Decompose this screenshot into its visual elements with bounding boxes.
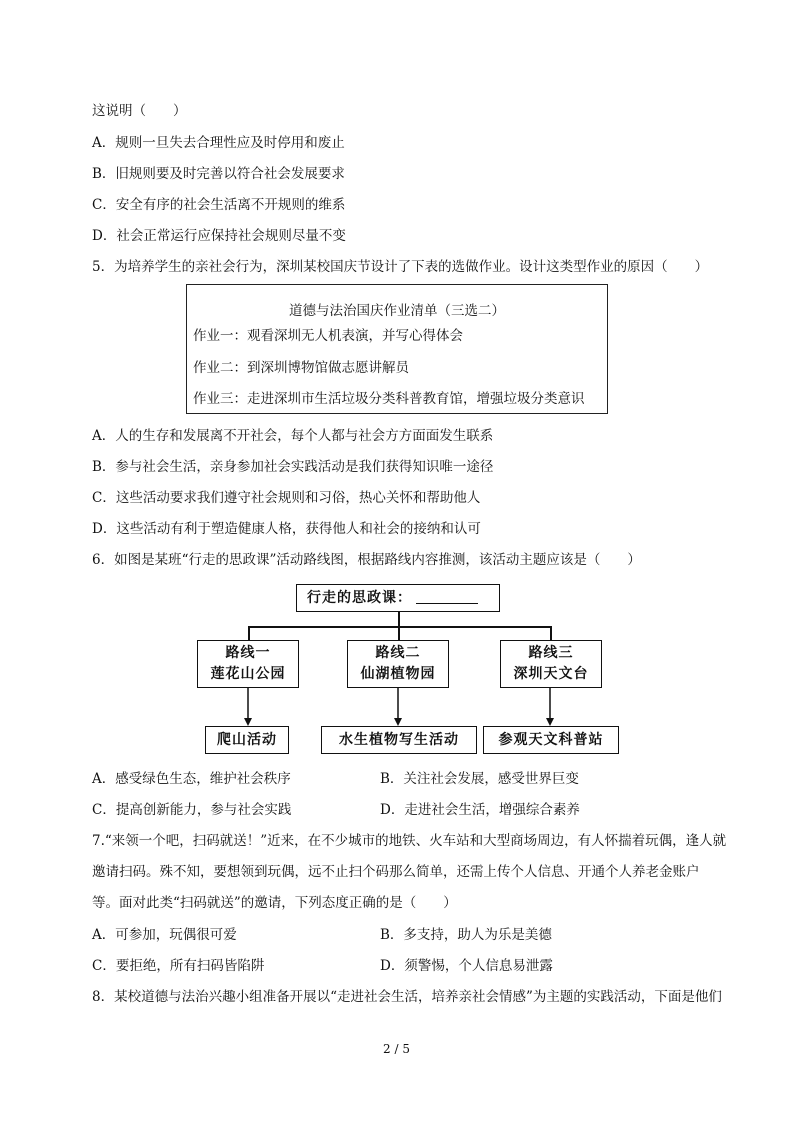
activity-1: 爬山活动 bbox=[217, 732, 277, 748]
q5-option-c: C．这些活动要求我们遵守社会规则和习俗，热心关怀和帮助他人 bbox=[92, 490, 481, 506]
q6-options-row-1 bbox=[92, 770, 712, 788]
q7-stem-line-2: 邀请扫码。殊不知，要想领到玩偶，远不止扫个码那么简单，还需上传个人信息、开通个人养老金账户 bbox=[92, 864, 700, 880]
activity-box-3 bbox=[483, 726, 619, 754]
q7-stem-line-1: 7.“来领一个吧，扫码就送！”近来，在不少城市的地铁、火车站和大型商场周边，有人怀揣着玩偶，逢人就 bbox=[92, 833, 727, 849]
q5-stem: 5．为培养学生的亲社会行为，深圳某校国庆节设计了下表的选做作业。设计这类型作业的原因（ ） bbox=[92, 259, 709, 275]
q5-table-item-3: 作业三：走进深圳市生活垃圾分类科普教育馆，增强垃圾分类意识 bbox=[193, 391, 585, 407]
q5-option-d: D．这些活动有利于塑造健康人格，获得他人和社会的接纳和认可 bbox=[92, 521, 481, 537]
q5-option-b: B．参与社会生活，亲身参加社会实践活动是我们获得知识唯一途径 bbox=[92, 459, 494, 475]
q5-assignment-table bbox=[186, 284, 608, 414]
q5-table-title: 道德与法治国庆作业清单（三选二） bbox=[289, 303, 505, 319]
route-arrows bbox=[190, 688, 620, 728]
activity-3: 参观天文科普站 bbox=[498, 732, 604, 748]
q5-option-a: A．人的生存和发展离不开社会，每个人都与社会方方面面发生联系 bbox=[92, 428, 494, 444]
q5-table-item-2: 作业二：到深圳博物馆做志愿讲解员 bbox=[193, 360, 409, 376]
diagram-title-blank bbox=[416, 589, 478, 604]
q5-table-item-1: 作业一：观看深圳无人机表演，并写心得体会 bbox=[193, 328, 463, 344]
route-box-3 bbox=[500, 640, 602, 688]
route-2-place: 仙湖植物园 bbox=[360, 666, 436, 682]
q6-option-a: A．感受绿色生态，维护社会秩序 bbox=[92, 771, 291, 787]
q6-options-row-2 bbox=[92, 801, 712, 819]
connector-top bbox=[398, 612, 400, 626]
activity-2: 水生植物写生活动 bbox=[339, 732, 459, 748]
connector-left bbox=[248, 626, 250, 640]
route-1-name: 路线一 bbox=[225, 645, 271, 661]
q7-option-d: D．须警惕，个人信息易泄露 bbox=[380, 958, 553, 974]
q6-option-b: B．关注社会发展，感受世界巨变 bbox=[380, 771, 579, 787]
route-box-2 bbox=[347, 640, 449, 688]
q6-option-d: D．走进社会生活，增强综合素养 bbox=[380, 802, 580, 818]
q7-stem-line-3: 等。面对此类“扫码就送”的邀请，下列态度正确的是（ ） bbox=[92, 895, 457, 911]
route-3-name: 路线三 bbox=[528, 645, 574, 661]
q7-option-c: C．要拒绝，所有扫码皆陷阱 bbox=[92, 958, 265, 974]
q8-stem: 8．某校道德与法治兴趣小组准备开展以“走进社会生活，培养亲社会情感”为主题的实践活动，下面是他们 bbox=[92, 989, 722, 1005]
connector-middle bbox=[398, 626, 400, 640]
route-3-place: 深圳天文台 bbox=[513, 666, 589, 682]
route-2-name: 路线二 bbox=[375, 645, 421, 661]
q6-stem: 6．如图是某班“行走的思政课”活动路线图，根据路线内容推测，该活动主题应该是（ ） bbox=[92, 552, 641, 568]
q6-option-c: C．提高创新能力，参与社会实践 bbox=[92, 802, 292, 818]
route-box-1 bbox=[197, 640, 299, 688]
page-number: 2 / 5 bbox=[383, 1042, 410, 1056]
q7-options-row-1 bbox=[92, 926, 712, 944]
q4-option-b: B．旧规则要及时完善以符合社会发展要求 bbox=[92, 166, 345, 182]
q4-stem-tail: 这说明（ ） bbox=[92, 103, 187, 119]
q4-option-a: A．规则一旦失去合理性应及时停用和废止 bbox=[92, 135, 345, 151]
activity-box-2 bbox=[321, 726, 477, 754]
connector-right bbox=[550, 626, 552, 640]
q6-route-diagram bbox=[190, 584, 620, 759]
diagram-title-box bbox=[296, 584, 500, 612]
q7-option-b: B．多支持，助人为乐是美德 bbox=[380, 927, 552, 943]
q7-options-row-2 bbox=[92, 957, 712, 975]
route-1-place: 莲花山公园 bbox=[210, 666, 286, 682]
q4-option-c: C．安全有序的社会生活离不开规则的维系 bbox=[92, 197, 346, 213]
activity-box-1 bbox=[205, 726, 289, 754]
q4-option-d: D．社会正常运行应保持社会规则尽量不变 bbox=[92, 228, 346, 244]
q7-option-a: A．可参加，玩偶很可爱 bbox=[92, 927, 237, 943]
diagram-title: 行走的思政课： bbox=[307, 590, 412, 606]
connector-horizontal bbox=[248, 626, 551, 628]
